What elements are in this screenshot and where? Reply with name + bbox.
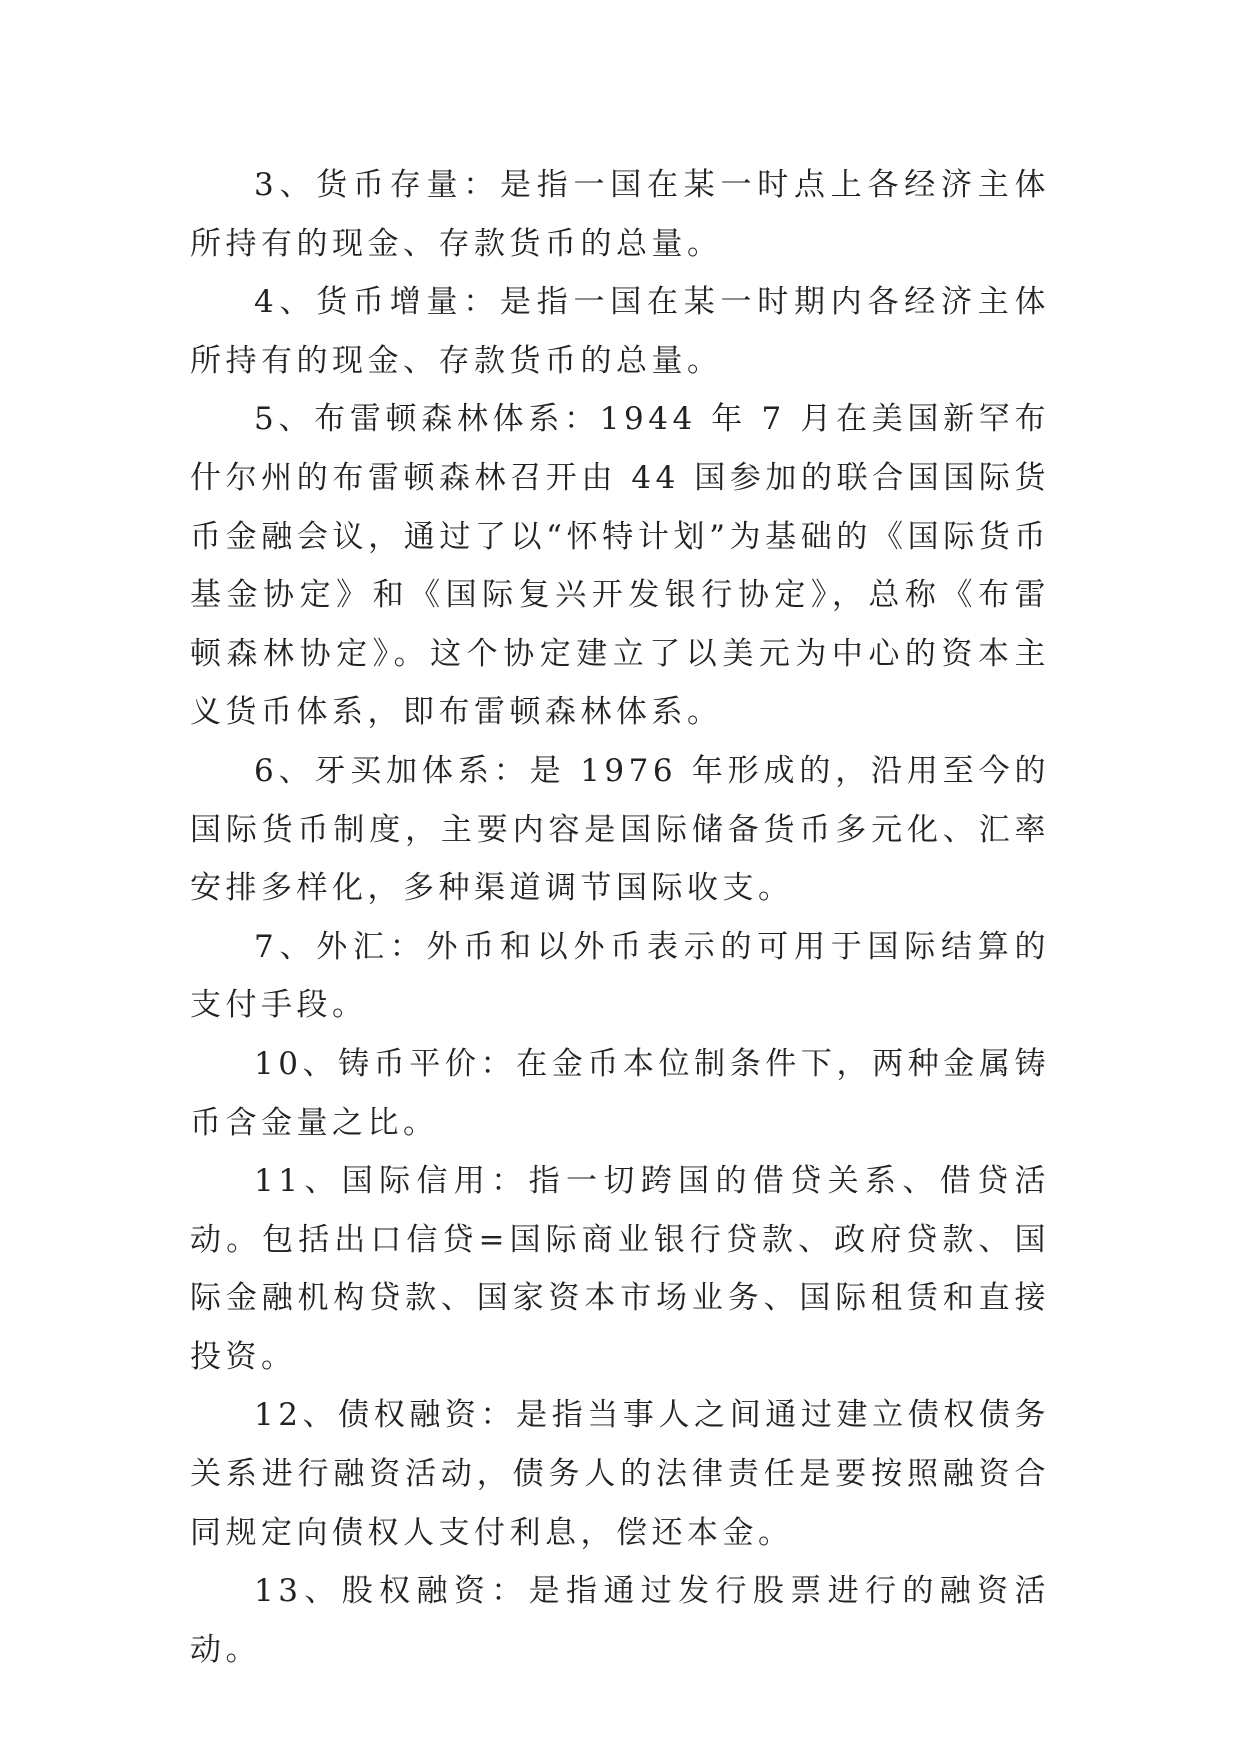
paragraph-money-stock: 3、货币存量：是指一国在某一时点上各经济主体所持有的现金、存款货币的总量。 <box>190 167 1050 262</box>
paragraph-money-increment: 4、货币增量：是指一国在某一时期内各经济主体所持有的现金、存款货币的总量。 <box>190 284 1050 379</box>
paragraph-debt-financing: 12、债权融资：是指当事人之间通过建立债权债务关系进行融资活动，债务人的法律责任是要按照融资合同规定向债权人支付利息，偿还本金。 <box>190 1397 1050 1551</box>
document-body <box>190 156 1050 1679</box>
paragraph-international-credit: 11、国际信用：指一切跨国的借贷关系、借贷活动。包括出口信贷=国际商业银行贷款、政府贷款、国际金融机构贷款、国家资本市场业务、国际租赁和直接投资。 <box>190 1163 1050 1375</box>
paragraph-foreign-exchange: 7、外汇：外币和以外币表示的可用于国际结算的 支付手段。 <box>190 928 1050 1024</box>
paragraph-jamaica-system: 6、牙买加体系：是 1976 年形成的，沿用至今的国际货币制度，主要内容是国际储备货币多元化、汇率安排多样化，多种渠道调节国际收支。 <box>190 752 1050 907</box>
paragraph-equity-financing: 13、股权融资：是指通过发行股票进行的融资活动。 <box>190 1573 1050 1668</box>
paragraph-bretton-woods: 5、布雷顿森林体系：1944 年 7 月在美国新罕布什尔州的布雷顿森林召开由 44 国参加的联合国国际货币金融会议，通过了以“怀特计划”为基础的《国际货币基金协定》和《国际复兴开发银行协定》，总称《布雷顿森林协定》。这个协定建立了以美元为中心的资本主义货币体系，即布雷顿森林体系。 <box>190 401 1050 731</box>
paragraph-mint-parity: 10、铸币平价：在金币本位制条件下，两种金属铸币含金量之比。 <box>190 1045 1050 1141</box>
